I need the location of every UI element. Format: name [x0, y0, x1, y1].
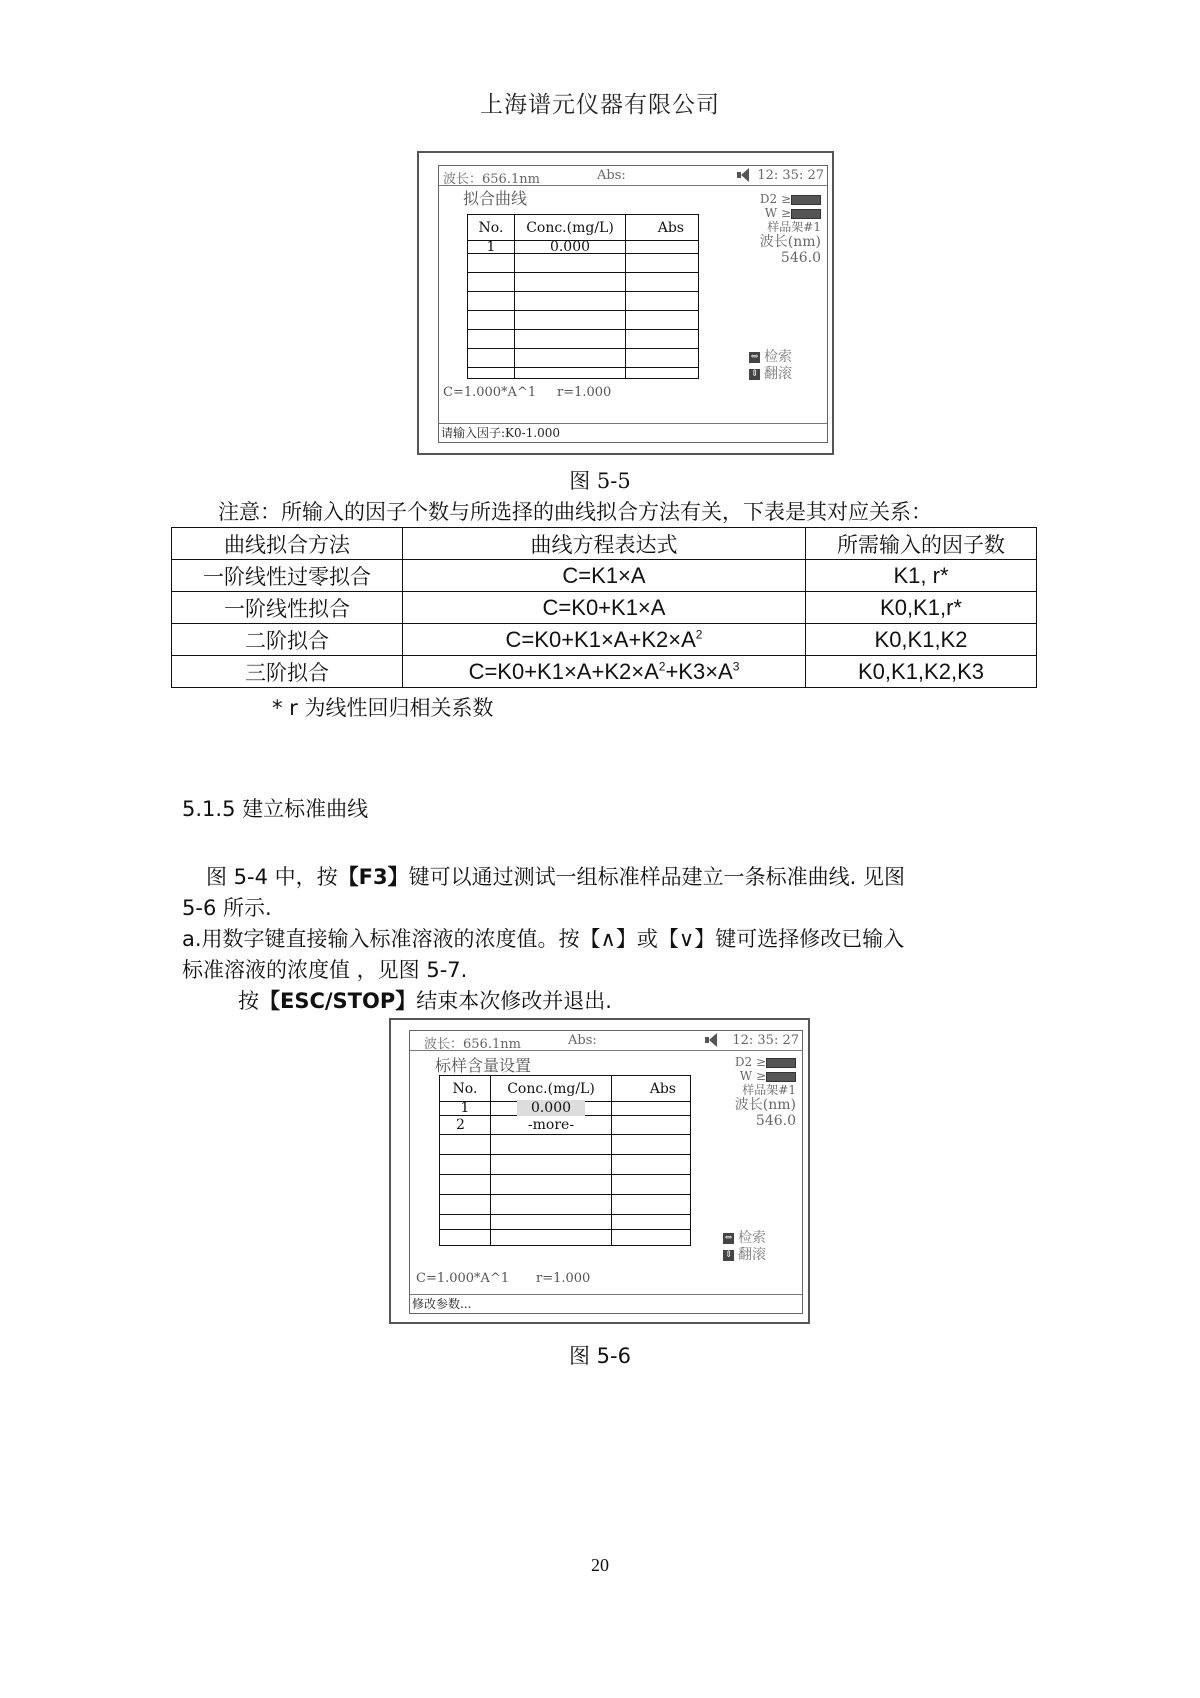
table-row: 一阶线性过零拟合 C=K1×A K1, r* — [172, 560, 1037, 592]
lcd-topbar — [439, 166, 827, 186]
table-row[interactable] — [440, 1175, 691, 1195]
col-no: No. — [440, 1076, 491, 1102]
fit-curve-table — [467, 214, 699, 379]
fit-formula: C=1.000*A^1 — [416, 1271, 510, 1286]
d2-lamp-bar — [766, 1058, 796, 1068]
company-header: 上海谱元仪器有限公司 — [480, 92, 720, 118]
d2-lamp-label: D2 ≥ — [734, 1055, 766, 1069]
table-row: 一阶线性拟合 C=K0+K1×A K0,K1,r* — [172, 592, 1037, 624]
col-conc: Conc.(mg/L) — [491, 1076, 612, 1102]
table-row[interactable]: 2 -more- — [440, 1116, 691, 1135]
lcd-screen — [409, 1030, 803, 1314]
correlation-r: r=1.000 — [536, 1271, 591, 1286]
table-row[interactable]: 1 0.000 — [440, 1102, 691, 1116]
abs-readout: Abs: — [597, 168, 626, 183]
col-abs: Abs — [626, 215, 699, 241]
wavelength-value: 546.0 — [755, 1113, 796, 1129]
table-row[interactable] — [468, 368, 699, 379]
sample-holder: 样品架#1 — [742, 1083, 796, 1097]
wavelength-label: 波长(nm) — [759, 234, 821, 250]
table-row: 三阶拟合 $C=K0+K1\times A+K2\times A^2+K3\times A^3$ K0,K1,K2,K3 — [172, 656, 1037, 688]
col-no: No. — [468, 215, 515, 241]
side-panel — [716, 1055, 796, 1129]
w-lamp-label: W ≥ — [764, 206, 791, 220]
scroll-hint[interactable]: ⇕ 翻滚 — [724, 1247, 766, 1263]
expression: $C=K0+K1\times A+K2\times A^2+K3\times A^3$ — [403, 656, 806, 688]
standard-conc-table — [439, 1075, 691, 1246]
w-lamp-bar — [766, 1072, 796, 1082]
header-method: 曲线拟合方法 — [172, 528, 403, 560]
wavelength-readout: 波长：656.1nm — [424, 1037, 521, 1052]
table-row: 二阶拟合 $C=K0+K1\times A+K2\times A^2$ K0,K1,K2 — [172, 624, 1037, 656]
col-conc: Conc.(mg/L) — [515, 215, 626, 241]
figure-5-6-frame — [389, 1018, 810, 1324]
paragraph-2: a.用数字键直接输入标准溶液的浓度值。按【∧】或【∨】键可选择修改已输入 — [182, 927, 905, 951]
wavelength-readout: 波长：656.1nm — [443, 172, 540, 187]
section-heading: 5.1.5 建立标准曲线 — [182, 797, 369, 821]
table-row[interactable] — [468, 254, 699, 273]
figure-5-5-frame — [417, 151, 834, 455]
table-row[interactable] — [440, 1230, 691, 1246]
up-down-key-icon: ⇕ — [750, 368, 759, 379]
clock: 12: 35: 27 — [732, 1033, 799, 1048]
w-lamp-bar — [791, 209, 821, 219]
lcd-topbar — [410, 1031, 802, 1051]
note-text: 注意：所输入的因子个数与所选择的曲线拟合方法有关，下表是其对应关系： — [218, 500, 932, 524]
abs-readout: Abs: — [568, 1033, 597, 1048]
sample-holder: 样品架#1 — [767, 220, 821, 234]
table-row[interactable]: 1 0.000 — [468, 241, 699, 254]
header-expression: 曲线方程表达式 — [403, 528, 806, 560]
screen-title: 拟合曲线 — [463, 189, 528, 208]
fit-method-table — [171, 527, 1037, 688]
table-row[interactable] — [468, 292, 699, 311]
figure-caption-5-6: 图 5-6 — [569, 1344, 631, 1368]
table-row[interactable] — [440, 1215, 691, 1230]
left-right-key-icon: ⇔ — [724, 1232, 733, 1243]
table-row[interactable] — [468, 311, 699, 330]
paragraph-1: 图 5-4 中，按【F3】键可以通过测试一组标准样品建立一条标准曲线. 见图 — [206, 865, 905, 889]
table-row[interactable] — [440, 1135, 691, 1155]
left-right-key-icon: ⇔ — [750, 351, 759, 362]
up-down-key-icon: ⇕ — [724, 1249, 733, 1260]
wavelength-value: 546.0 — [780, 250, 821, 266]
table-row[interactable] — [440, 1155, 691, 1175]
table-row[interactable] — [468, 349, 699, 368]
scroll-hint[interactable]: ⇕ 翻滚 — [750, 366, 792, 382]
page-number: 20 — [591, 1555, 609, 1575]
table-row[interactable] — [468, 330, 699, 349]
header-factors: 所需输入的因子数 — [806, 528, 1037, 560]
screen-title: 标样含量设置 — [435, 1056, 532, 1075]
d2-lamp-bar — [791, 195, 821, 205]
search-hint[interactable]: ⇔ 检索 — [724, 1230, 766, 1246]
clock: 12: 35: 27 — [757, 168, 824, 183]
side-panel — [741, 192, 821, 266]
status-bar: 请输入因子:K0-1.000 — [439, 423, 827, 442]
col-abs: Abs — [612, 1076, 691, 1102]
paragraph-2-cont: 标准溶液的浓度值 ，见图 5-7. — [182, 958, 468, 982]
d2-lamp-label: D2 ≥ — [759, 192, 791, 206]
paragraph-3: 按【ESC/STOP】结束本次修改并退出. — [238, 989, 612, 1013]
figure-caption-5-5: 图 5-5 — [569, 469, 631, 493]
conc-input[interactable]: 0.000 — [491, 1102, 612, 1116]
lcd-screen — [438, 165, 828, 443]
wavelength-label: 波长(nm) — [734, 1097, 796, 1113]
table-row[interactable] — [440, 1195, 691, 1215]
search-hint[interactable]: ⇔ 检索 — [750, 349, 792, 365]
footnote: * r 为线性回归相关系数 — [272, 696, 494, 720]
table-row[interactable] — [468, 273, 699, 292]
correlation-r: r=1.000 — [557, 385, 612, 400]
fit-formula: C=1.000*A^1 — [443, 385, 537, 400]
expression: $C=K0+K1\times A+K2\times A^2$ — [403, 624, 806, 656]
status-bar: 修改参数... — [410, 1294, 802, 1313]
w-lamp-label: W ≥ — [739, 1069, 766, 1083]
paragraph-1-cont: 5-6 所示. — [182, 896, 272, 920]
